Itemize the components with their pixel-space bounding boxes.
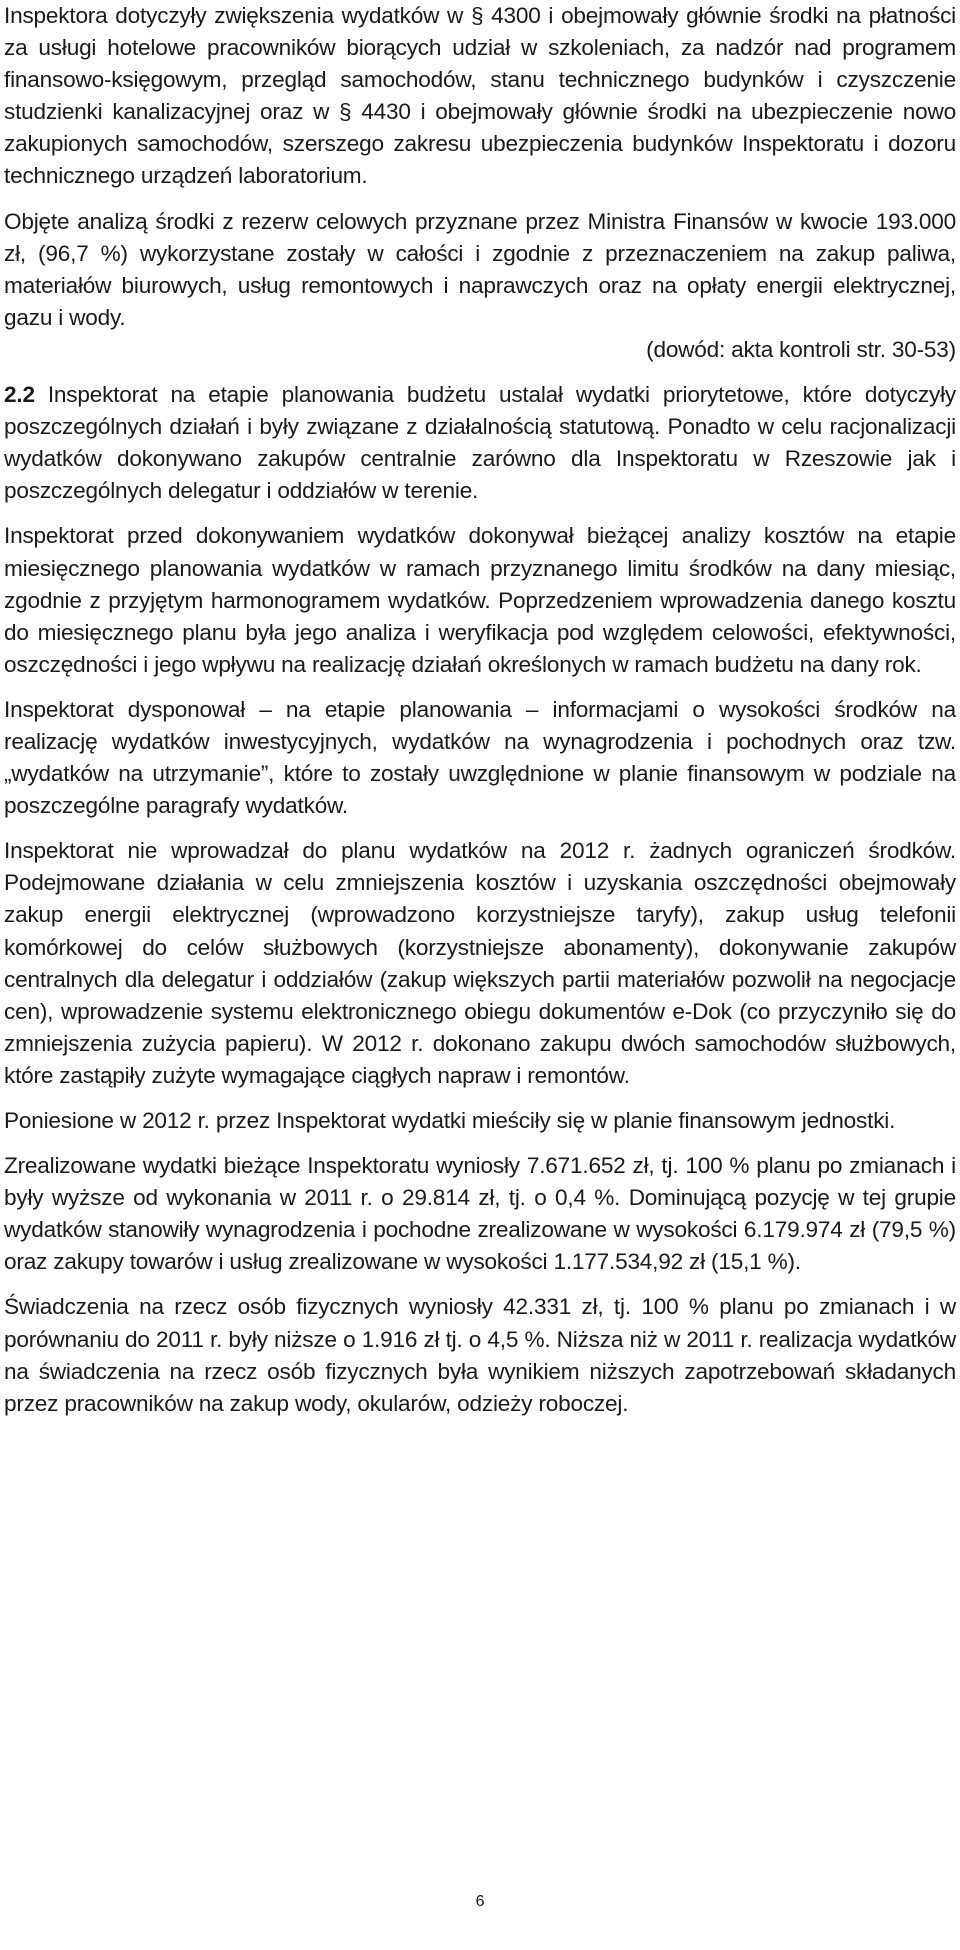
section-number: 2.2	[4, 382, 35, 408]
paragraph-planning-information: Inspektorat dysponował – na etapie planowania – informacjami o wysokości środków na realizację wydatków inwestycyjnych, wydatków na wynagrodzenia i pochodnych oraz tzw. „wydatków na utrzymanie”, które to zostały uwzględnione w planie finansowym w podziale na poszczególne paragrafy wydatków.	[4, 696, 956, 819]
document-page	[4, 0, 956, 1950]
paragraph-current-expenses: Zrealizowane wydatki bieżące Inspektoratu wyniosły 7.671.652 zł, tj. 100 % planu po zmianach i były wyższe od wykonania w 2011 r. o 29.814 zł, tj. o 0,4 %. Dominującą pozycję w tej grupie wydatków stanowiły wynagrodzenia i pochodne zrealizowane w wysokości 6.179.974 zł (79,5 %) oraz zakupy towarów i usług zrealizowane w wysokości 1.177.534,92 zł (15,1 %).	[4, 1153, 956, 1275]
paragraph-plan-compliance: Poniesione w 2012 r. przez Inspektorat wydatki mieściły się w planie finansowym jednostki.	[4, 1108, 896, 1133]
paragraph-cost-analysis: Inspektorat przed dokonywaniem wydatków dokonywał bieżącej analizy kosztów na etapie miesięcznego planowania wydatków w ramach przyznanego limitu środków na dany miesiąc, zgodnie z przyjętym harmonogramem wydatków. Poprzedzeniem wprowadzenia danego kosztu do miesięcznego planu była jego analiza i weryfikacja pod względem celowości, efektywności, oszczędności i jego wpływu na realizację działań określonych w ramach budżetu na dany rok.	[4, 523, 956, 677]
document-body	[4, 0, 956, 1420]
paragraph-reserve-funds: Objęte analizą środki z rezerw celowych przyznane przez Ministra Finansów w kwocie 193.000 zł, (96,7 %) wykorzystane zostały w całości i zgodnie z przeznaczeniem na zakup paliwa, materiałów biurowych, usług remontowych i naprawczych oraz na opłaty energii elektrycznej, gazu i wody.	[4, 208, 956, 330]
paragraph-individual-benefits: Świadczenia na rzecz osób fizycznych wyniosły 42.331 zł, tj. 100 % planu po zmianach i w porównaniu do 2011 r. były niższe o 1.916 zł tj. o 4,5 %. Niższa niż w 2011 r. realizacja wydatków na świadczenia na rzecz osób fizycznych była wynikiem niższych zapotrzebowań składanych przez pracowników na zakup wody, okularów, odzieży roboczej.	[4, 1294, 956, 1416]
page-number: 6	[475, 1893, 485, 1910]
paragraph-priority-expenses-text: Inspektorat na etapie planowania budżetu ustalał wydatki priorytetowe, które dotyczyły poszczególnych działań i były związane z działalnością statutową. Ponadto w celu racjonalizacji wydatków dokonywano zakupów centralnie zarówno dla Inspektoratu w Rzeszowie jak i poszczególnych delegatur i oddziałów w terenie.	[4, 382, 956, 504]
paragraph-expenses-4300-4430: Inspektora dotyczyły zwiększenia wydatków w § 4300 i obejmowały głównie środki na płatności za usługi hotelowe pracowników biorących udział w szkoleniach, za nadzór nad programem finansowo-księgowym, przegląd samochodów, stanu technicznego budynków i czyszczenie studzienki kanalizacyjnej oraz w § 4430 i obejmowały głównie środki na ubezpieczenie nowo zakupionych samochodów, szerszego zakresu ubezpieczenia budynków Inspektoratu i dozoru technicznego urządzeń laboratorium.	[4, 3, 956, 189]
paragraph-priority-expenses	[4, 379, 956, 507]
paragraph-cost-reduction: Inspektorat nie wprowadzał do planu wydatków na 2012 r. żadnych ograniczeń środków. Podejmowane działania w celu zmniejszenia kosztów i uzyskania oszczędności obejmowały zakup energii elektrycznej (wprowadzono korzystniejsze taryfy), zakup usług telefonii komórkowej do celów służbowych (korzystniejsze abonamenty), dokonywanie zakupów centralnych dla delegatur i oddziałów (zakup większych partii materiałów pozwolił na negocjacje cen), wprowadzenie systemu elektronicznego obiegu dokumentów e-Dok (co przyczyniło się do zmniejszenia zużycia papieru). W 2012 r. dokonano zakupu dwóch samochodów służbowych, które zastąpiły zużyte wymagające ciągłych napraw i remontów.	[4, 838, 956, 1088]
evidence-reference: (dowód: akta kontroli str. 30-53)	[646, 336, 956, 362]
